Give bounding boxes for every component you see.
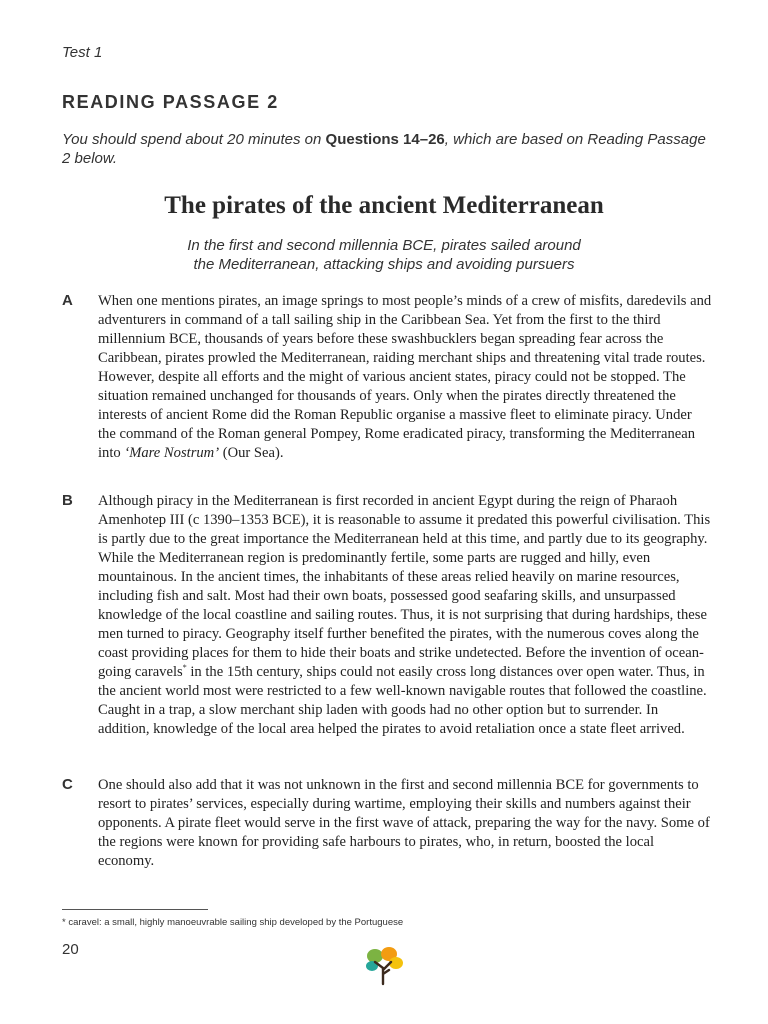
paragraph-letter: C — [62, 776, 73, 793]
paragraph-letter: B — [62, 492, 73, 509]
paragraph-text — [98, 292, 712, 463]
paragraph-text — [98, 492, 712, 739]
tree-icon — [363, 946, 405, 986]
section-heading: READING PASSAGE 2 — [62, 92, 279, 112]
paragraph-b-before-note: Although piracy in the Mediterranean is first recorded in ancient Egypt during the reign of Pharaoh Amenhotep III (c 1390–1353 BCE), it is reasonable to assume it predated this powerful civilisation. This is partly due to the great importance the Mediterranean held at this time, and partly due to its geography. While the Mediterranean region is predominantly fertile, some parts are rugged and hilly, even mountainous. In the ancient times, the inhabitants of these areas relied heavily on marine resources, including fish and salt. Most had their own boats, possessed good seafaring skills, and unsurpassed knowledge of the local coastline and sailing routes. Thus, it is not surprising that during hardships, these men turned to piracy. Geography itself further benefited the pirates, with the numerous coves along the coast providing places for them to hide their boats and strike undetected. Before the invention of ocean-going caravels — [98, 493, 711, 680]
subtitle-line-1: In the first and second millennia BCE, pirates sailed around — [187, 237, 581, 254]
passage-subtitle — [0, 236, 768, 274]
subtitle-line-2: the Mediterranean, attacking ships and avoiding pursuers — [193, 256, 575, 273]
page-number: 20 — [62, 941, 79, 958]
footnote-marker: * — [182, 663, 187, 673]
footnote-divider — [62, 909, 208, 910]
paragraph-letter: A — [62, 292, 73, 309]
footnote: * caravel: a small, highly manoeuvrable sailing ship developed by the Portuguese — [62, 917, 404, 928]
test-label: Test 1 — [62, 44, 103, 61]
instructions-questions: Questions 14–26 — [325, 131, 445, 148]
instructions-prefix: You should spend about 20 minutes on — [62, 131, 326, 148]
instructions — [62, 130, 712, 168]
paragraph-text: One should also add that it was not unknown in the first and second millennia BCE for governments to resort to pirates’ services, especially during wartime, employing their skills and numbers against their opponents. A pirate fleet would serve in the first wave of attack, preparing the way for the navy. Some of the regions were known for providing safe harbours to pirates, who, in return, boosted the local economy. — [98, 777, 710, 869]
instructions-suffix: , which are based on Reading Passage 2 below. — [62, 131, 706, 167]
paragraph-a-end: (Our Sea). — [219, 445, 284, 461]
paragraph-a-italic: ‘Mare Nostrum’ — [124, 445, 220, 461]
passage-title: The pirates of the ancient Mediterranean — [164, 192, 604, 219]
paragraph-a-main: When one mentions pirates, an image springs to most people’s minds of a crew of misfits, daredevils and adventurers in command of a tall sailing ship in the Caribbean Sea. Yet from the first to the third millennium BCE, thousands of years before these swashbucklers began spreading fear across the Caribbean, pirates prowled the Mediterranean, raiding merchant ships and threatening vital trade routes. However, despite all efforts and the might of various ancient states, piracy could not be stopped. The situation remained unchanged for thousands of years. Only when the pirates directly threatened the interests of ancient Rome did the Roman Republic organise a massive fleet to eliminate piracy. Under the command of the Roman general Pompey, Rome eradicated piracy, transforming the Mediterranean into — [98, 293, 712, 461]
paragraph-b-after-note: in the 15th century, ships could not easily cross long distances over open water. Thus, in the ancient world most were restricted to a few well-known navigable routes that followed the coastline. Caught in a trap, a slow merchant ship laden with goods had no other option but to surrender. In addition, knowledge of the local area helped the pirates to avoid retaliation once a state fleet arrived. — [98, 664, 707, 737]
